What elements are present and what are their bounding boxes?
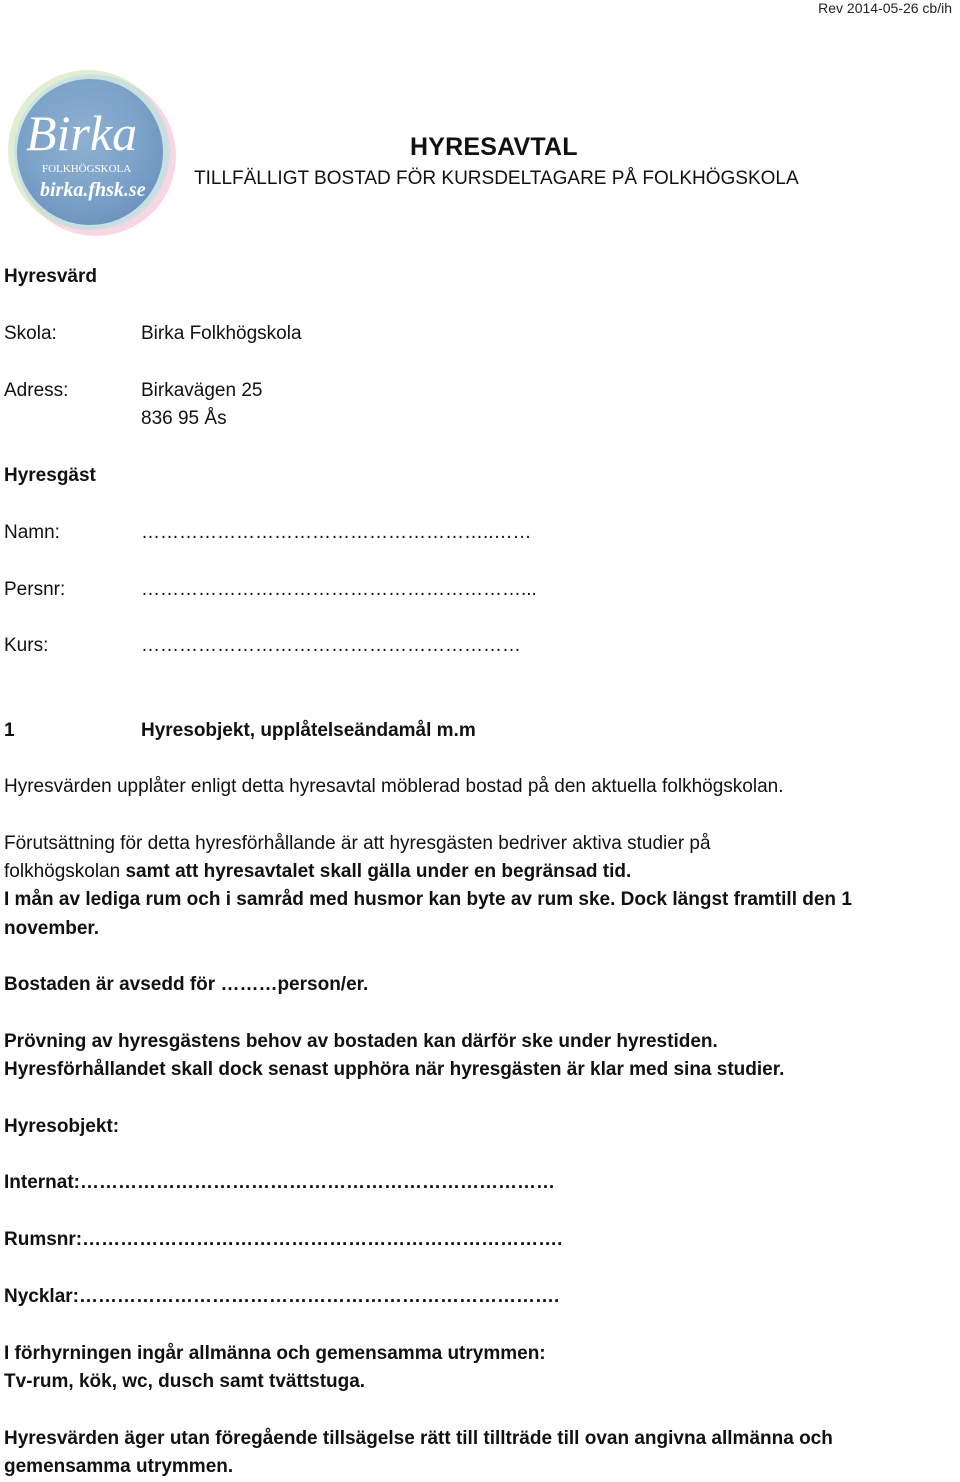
paragraph-5-line1: I förhyrningen ingår allmänna och gemensamma utrymmen:	[4, 1343, 546, 1364]
name-field: ………………………………………………..……	[141, 522, 532, 543]
tenant-heading: Hyresgäst	[4, 465, 96, 486]
name-label: Namn:	[4, 522, 60, 543]
paragraph-3: Bostaden är avsedd för ………person/er.	[4, 974, 369, 995]
nycklar-field: Nycklar:………………………………………………………………….	[4, 1286, 560, 1307]
rumsnr-field: Rumsnr:………………………………………………………………….	[4, 1229, 563, 1250]
document-subtitle: TILLFÄLLIGT BOSTAD FÖR KURSDELTAGARE PÅ FOLKHÖGSKOLA	[194, 168, 799, 189]
section-number: 1	[4, 720, 15, 741]
paragraph-4-line2: Hyresförhållandet skall dock senast upphöra när hyresgästen är klar med sina studier.	[4, 1059, 785, 1080]
paragraph-1: Hyresvärden upplåter enligt detta hyresavtal möblerad bostad på den aktuella folkhögskolan.	[4, 776, 784, 797]
school-label: Skola:	[4, 323, 57, 344]
document-title: HYRESAVTAL	[410, 133, 578, 161]
paragraph-6-line2: gemensamma utrymmen.	[4, 1456, 234, 1477]
paragraph-4-line1: Prövning av hyresgästens behov av bostaden kan därför ske under hyrestiden.	[4, 1031, 718, 1052]
section-heading: Hyresobjekt, upplåtelseändamål m.m	[141, 720, 476, 741]
address-label: Adress:	[4, 380, 69, 401]
persnr-label: Persnr:	[4, 579, 66, 600]
course-field: ……………………………………………………	[141, 635, 521, 656]
course-label: Kurs:	[4, 635, 49, 656]
revision-note: Rev 2014-05-26 cb/ih	[818, 0, 952, 16]
birka-logo	[4, 68, 180, 240]
logo-url: birka.fhsk.se	[40, 179, 146, 201]
internat-field: Internat:…………………………………………………………………	[4, 1172, 555, 1193]
paragraph-2-line3: I mån av lediga rum och i samråd med husmor kan byte av rum ske. Dock längst framtill den 1	[4, 889, 852, 910]
paragraph-2-line2-bold: samt att hyresavtalet skall gälla under en begränsad tid.	[125, 861, 632, 882]
paragraph-2-line2-normal: folkhögskolan	[4, 861, 126, 882]
address-line2: 836 95 Ås	[141, 408, 227, 429]
persnr-field: ……………………………………………………...	[141, 579, 537, 600]
school-value: Birka Folkhögskola	[141, 323, 302, 344]
paragraph-5-line2: Tv-rum, kök, wc, dusch samt tvättstuga.	[4, 1371, 366, 1392]
paragraph-2-line2	[4, 861, 631, 883]
address-line1: Birkavägen 25	[141, 380, 263, 401]
paragraph-2-line4: november.	[4, 918, 100, 939]
logo-name: Birka	[26, 105, 138, 161]
paragraph-6-line1: Hyresvärden äger utan föregående tillsägelse rätt till tillträde till ovan angivna allmänna och	[4, 1428, 833, 1449]
landlord-heading: Hyresvärd	[4, 266, 97, 287]
object-heading: Hyresobjekt:	[4, 1116, 120, 1137]
logo-sub: FOLKHÖGSKOLA	[42, 163, 132, 175]
paragraph-2-line1: Förutsättning för detta hyresförhållande är att hyresgästen bedriver aktiva studier på	[4, 833, 711, 854]
